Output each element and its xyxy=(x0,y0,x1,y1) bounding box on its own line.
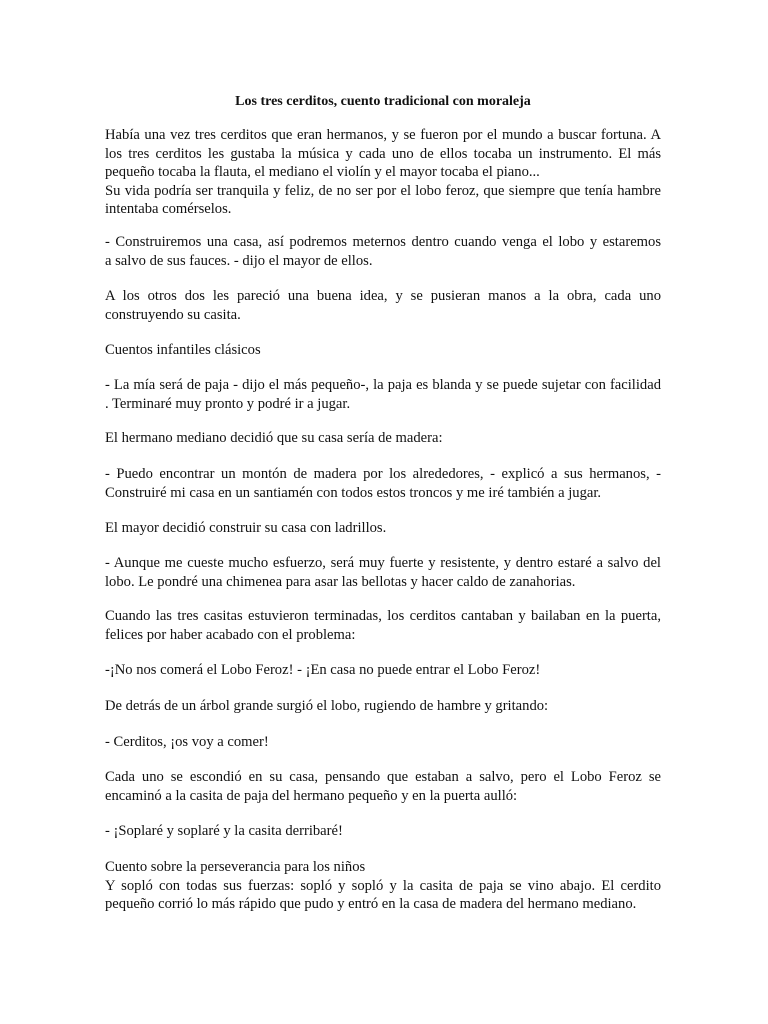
paragraph-line: -¡No nos comerá el Lobo Feroz! - ¡En casa no puede entrar el Lobo Feroz! xyxy=(105,662,541,678)
paragraph-line: Su vida podría ser tranquila y feliz, de no ser por el lobo feroz, que siempre que tenía hambre xyxy=(105,182,661,199)
paragraph-3 xyxy=(105,287,661,324)
paragraph-10 xyxy=(105,607,661,644)
paragraph-line: los tres cerditos les gustaba la música y cada uno de ellos tocaba un instrumento. El más xyxy=(105,145,661,162)
paragraph-line: pequeño tocaba la flauta, el mediano el violín y el mayor tocaba el piano... xyxy=(105,164,540,180)
paragraph-line: - Cerditos, ¡os voy a comer! xyxy=(105,734,269,750)
paragraph-6 xyxy=(105,429,661,448)
paragraph-13 xyxy=(105,733,661,752)
paragraph-line: - Puedo encontrar un montón de madera por los alrededores, - explicó a sus hermanos, - xyxy=(105,466,661,482)
paragraph-line: Cuentos infantiles clásicos xyxy=(105,342,261,358)
paragraph-4 xyxy=(105,341,661,360)
paragraph-11 xyxy=(105,661,661,680)
paragraph-line: Construiré mi casa en un santiamén con todos estos troncos y me iré también a jugar. xyxy=(105,484,602,501)
paragraph-line: - Construiremos una casa, así podremos meternos dentro cuando venga el lobo y estaremos xyxy=(105,234,661,250)
paragraph-16 xyxy=(105,858,661,914)
paragraph-12 xyxy=(105,697,661,716)
paragraph-line: Y sopló con todas sus fuerzas: sopló y sopló y la casita de paja se vino abajo. El cerdito xyxy=(105,877,661,894)
paragraph-14 xyxy=(105,768,661,805)
paragraph-8 xyxy=(105,519,661,538)
paragraph-line: Cuento sobre la perseverancia para los niños xyxy=(105,859,366,875)
paragraph-15 xyxy=(105,822,661,841)
paragraph-line: a salvo de sus fauces. - dijo el mayor de ellos. xyxy=(105,252,373,269)
paragraph-5 xyxy=(105,376,661,413)
paragraph-line: El mayor decidió construir su casa con ladrillos. xyxy=(105,520,387,536)
paragraph-2 xyxy=(105,233,661,270)
paragraph-line: A los otros dos les pareció una buena idea, y se pusieran manos a la obra, cada uno xyxy=(105,288,661,304)
paragraph-line: - Aunque me cueste mucho esfuerzo, será muy fuerte y resistente, y dentro estaré a salvo del xyxy=(105,555,661,571)
paragraph-line: pequeño corrió lo más rápido que pudo y entró en la casa de madera del hermano mediano. xyxy=(105,896,637,912)
paragraph-line: lobo. Le pondré una chimenea para asar las bellotas y hacer caldo de zanahorias. xyxy=(105,573,576,590)
paragraph-1 xyxy=(105,126,661,219)
paragraph-line: Cuando las tres casitas estuvieron terminadas, los cerditos cantaban y bailaban en la puerta, xyxy=(105,608,661,624)
paragraph-line: Cada uno se escondió en su casa, pensando que estaban a salvo, pero el Lobo Feroz se xyxy=(105,769,661,785)
paragraph-line: El hermano mediano decidió que su casa sería de madera: xyxy=(105,430,443,446)
paragraph-line: De detrás de un árbol grande surgió el lobo, rugiendo de hambre y gritando: xyxy=(105,698,549,714)
paragraph-line: . Terminaré muy pronto y podré ir a jugar. xyxy=(105,395,351,412)
paragraph-9 xyxy=(105,554,661,591)
paragraph-7 xyxy=(105,465,661,502)
paragraph-line: intentaba comérselos. xyxy=(105,201,232,217)
paragraph-line: Había una vez tres cerditos que eran hermanos, y se fueron por el mundo a buscar fortuna. A xyxy=(105,127,661,143)
document-title: Los tres cerditos, cuento tradicional con moraleja xyxy=(235,94,531,109)
paragraph-line: construyendo su casita. xyxy=(105,306,241,323)
paragraph-line: encaminó a la casita de paja del hermano pequeño y en la puerta aulló: xyxy=(105,787,518,804)
paragraph-line: - La mía será de paja - dijo el más pequeño-, la paja es blanda y se puede sujetar con facilidad xyxy=(105,377,661,393)
paragraph-line: - ¡Soplaré y soplaré y la casita derribaré! xyxy=(105,823,343,839)
paragraph-line: felices por haber acabado con el problema: xyxy=(105,626,356,643)
